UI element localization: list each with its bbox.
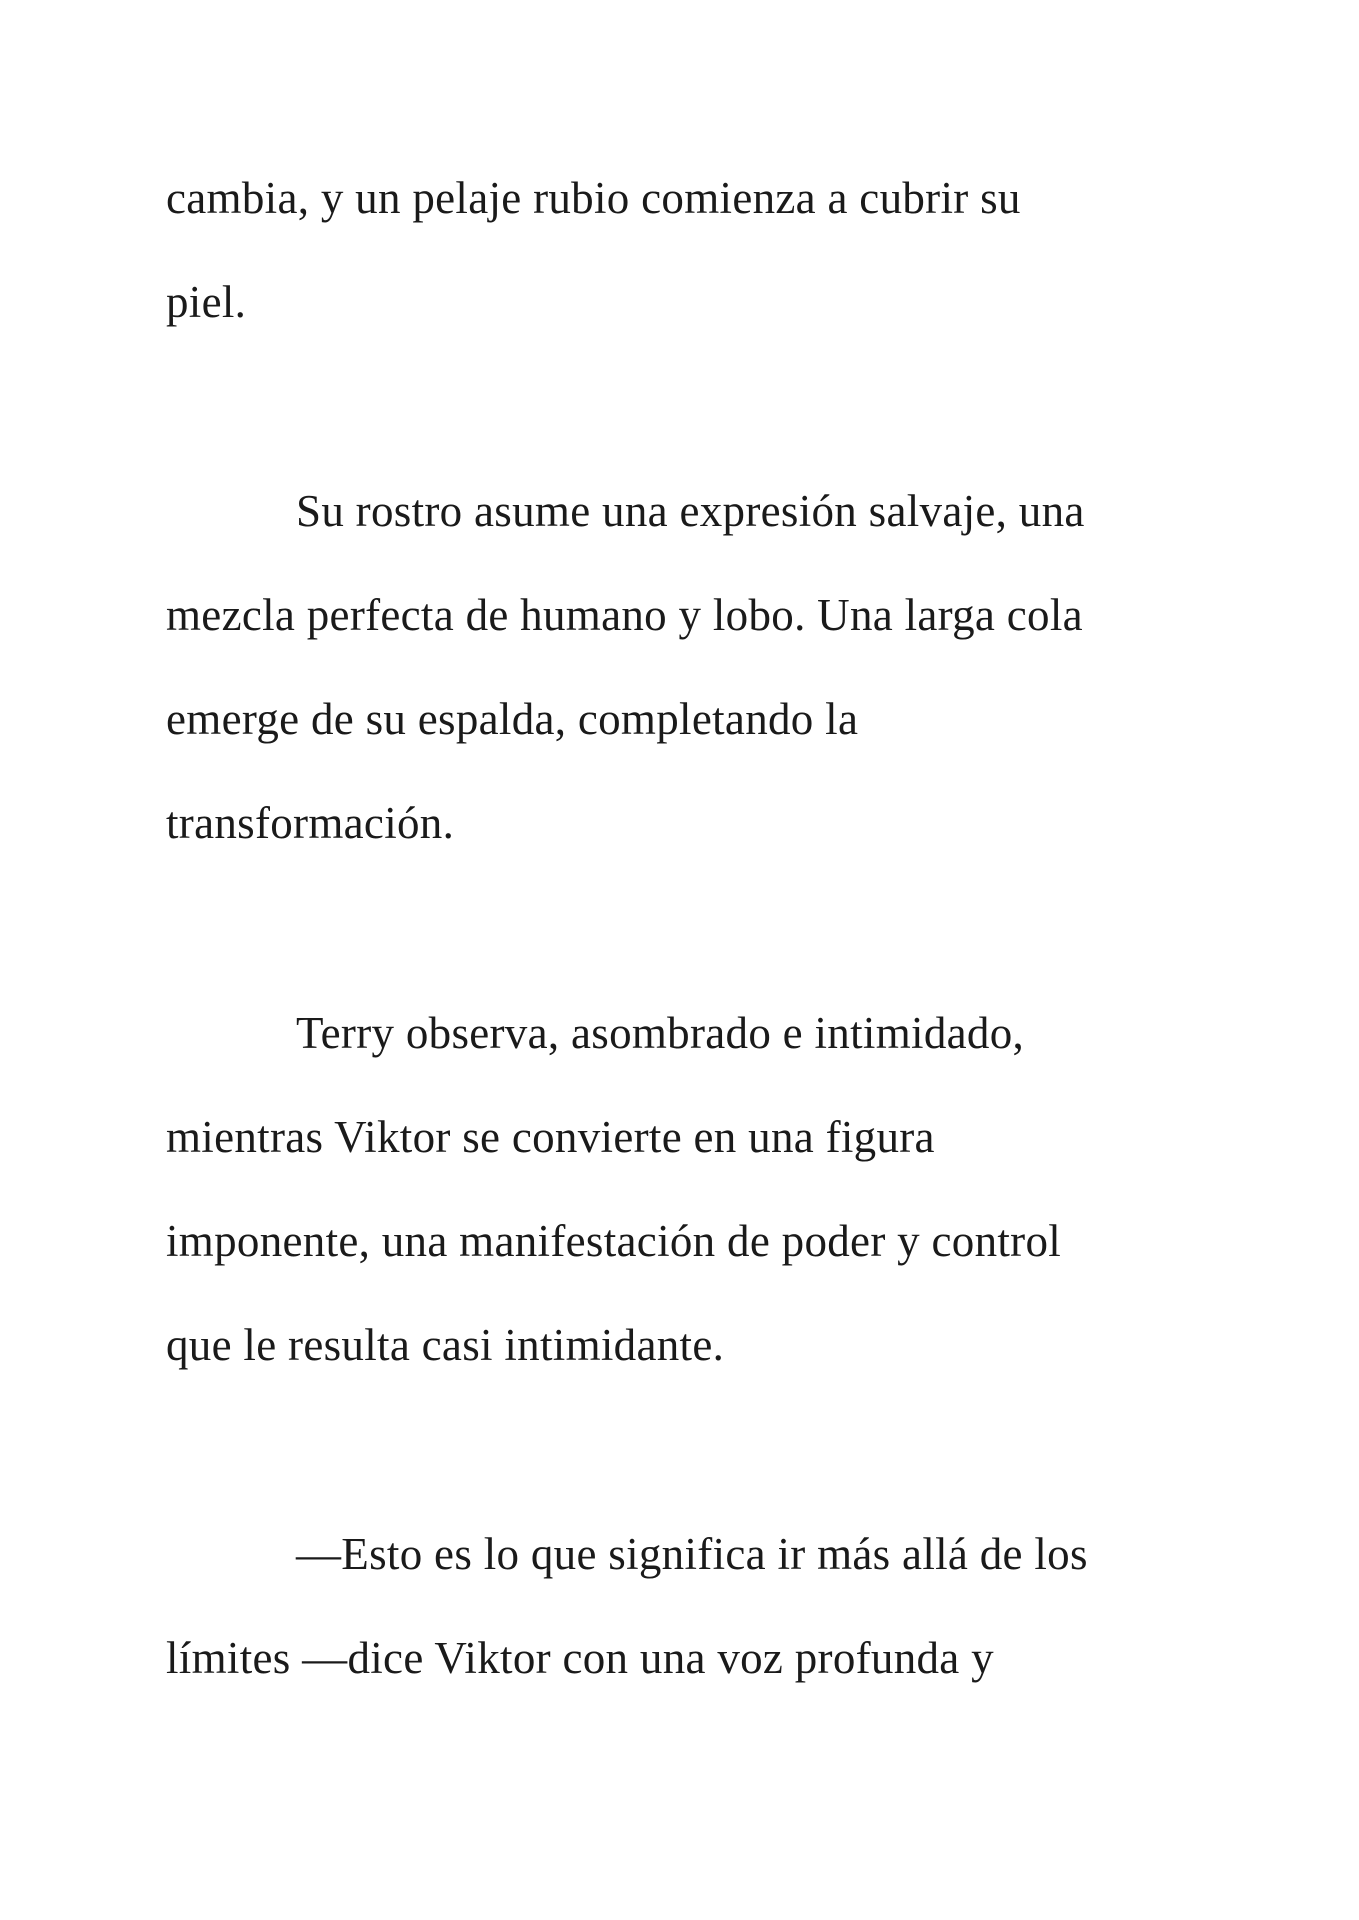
text-line: emerge de su espalda, completando la [166, 694, 859, 744]
text-line: piel. [166, 277, 247, 327]
paragraph-first-line: Terry observa, asombrado e intimidado, [296, 1008, 1025, 1058]
text-line: imponente, una manifestación de poder y control [166, 1216, 1062, 1266]
text-line: límites —dice Viktor con una voz profunda y [166, 1633, 994, 1683]
paragraph-first-line: Su rostro asume una expresión salvaje, una [296, 486, 1085, 536]
text-line: cambia, y un pelaje rubio comienza a cubrir su [166, 173, 1021, 223]
text-line: transformación. [166, 798, 455, 848]
paragraph-first-line: —Esto es lo que significa ir más allá de los [296, 1529, 1088, 1579]
text-line: mientras Viktor se convierte en una figura [166, 1112, 935, 1162]
text-line: que le resulta casi intimidante. [166, 1320, 725, 1370]
text-line: mezcla perfecta de humano y lobo. Una larga cola [166, 590, 1083, 640]
